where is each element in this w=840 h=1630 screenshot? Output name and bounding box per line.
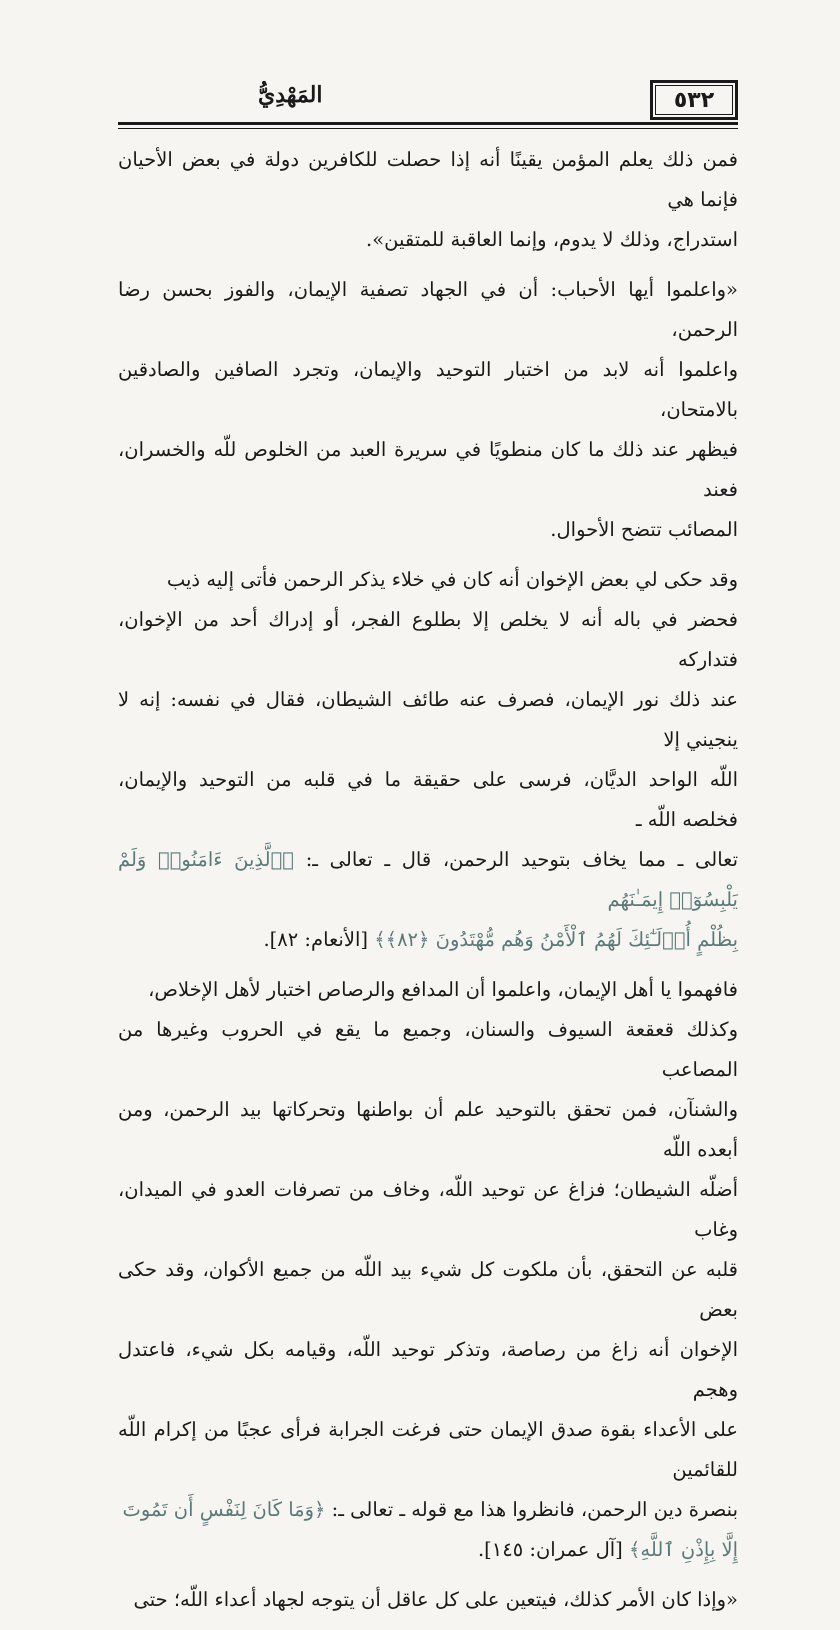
text-line: فافهموا يا أهل الإيمان، واعلموا أن المدافع والرصاص اختبار لأهل الإخلاص، [148, 978, 738, 1001]
text-line [118, 1490, 738, 1530]
header-rule-thin [118, 128, 738, 129]
text-line [118, 1530, 738, 1570]
quran-verse: ﴿وَمَا كَانَ لِنَفْسٍ أَن تَمُوتَ [122, 1498, 326, 1521]
text-line: الإخوان أنه زاغ من رصاصة، وتذكر توحيد اللّه، وقيامه بكل شيء، فاعتدل وهجم [118, 1338, 738, 1401]
text-line: «وإذا كان الأمر كذلك، فيتعين على كل عاقل أن يتوجه لجهاد أعداء اللّه؛ حتى [133, 1588, 738, 1611]
text-line: «واعلموا أيها الأحباب: أن في الجهاد تصفية الإيمان، والفوز بحسن رضا الرحمن، [118, 278, 738, 341]
paragraph-3 [118, 560, 738, 960]
text-line: فمن ذلك يعلم المؤمن يقينًا أنه إذا حصلت للكافرين دولة في بعض الأحيان فإنما هي [118, 148, 738, 211]
text-line: واعلموا أنه لابد من اختبار التوحيد والإيمان، وتجرد الصافين والصادقين بالامتحان، [118, 358, 738, 421]
verse-reference: [آل عمران: ١٤٥]. [477, 1538, 623, 1561]
text-line: عند ذلك نور الإيمان، فصرف عنه طائف الشيطان، فقال في نفسه: إنه لا ينجيني إلا [118, 688, 738, 751]
body-text [118, 140, 738, 1630]
text-line: اللّه الواحد الديَّان، فرسى على حقيقة ما في قلبه من التوحيد والإيمان، فخلصه اللّه ـ [118, 768, 738, 831]
text-line: قلبه عن التحقق، بأن ملكوت كل شيء بيد اللّه من جميع الأكوان، وقد حكى بعض [118, 1258, 738, 1321]
text-line: وقد حكى لي بعض الإخوان أنه كان في خلاء يذكر الرحمن فأتى إليه ذيب [166, 568, 738, 591]
text-line: استدراج، وذلك لا يدوم، وإنما العاقبة للمتقين». [366, 228, 738, 251]
text-line: فحضر في باله أنه لا يخلص إلا بطلوع الفجر، أو إدراك أحد من الإخوان، فتداركه [118, 608, 738, 671]
text-line: والشنآن، فمن تحقق بالتوحيد علم أن بواطنها وتحركاتها بيد الرحمن، ومن أبعده اللّه [118, 1098, 738, 1161]
text-line: على الأعداء بقوة صدق الإيمان حتى فرغت الجرابة فرأى عجبًا من إكرام اللّه للقائمين [118, 1418, 738, 1481]
header-rule-thick [118, 122, 738, 125]
text-segment: بنصرة دين الرحمن، فانظروا هذا مع قوله ـ تعالى ـ: [331, 1498, 738, 1521]
running-title: المَهْدِيُّ [258, 82, 323, 108]
text-line: فيظهر عند ذلك ما كان منطويًا في سريرة العبد من الخلوص للّه والخسران، فعند [118, 438, 738, 501]
verse-reference: [الأنعام: ٨٢]. [263, 928, 368, 951]
page-number-box [650, 80, 738, 120]
text-line: وكذلك قعقعة السيوف والسنان، وجميع ما يقع في الحروب وغيرها من المصاعب [118, 1018, 738, 1081]
page-header [118, 78, 738, 122]
quran-verse: بِظُلْمٍ أُو۟لَـٰٓئِكَ لَهُمُ ٱلْأَمْنُ وَهُم مُّهْتَدُونَ ﴿٨٢﴾﴾ [374, 928, 738, 951]
quran-verse: إِلَّا بِإِذْنِ ٱللَّهِ﴾ [628, 1538, 738, 1561]
text-line: المصائب تتضح الأحوال. [550, 518, 738, 541]
paragraph-2 [118, 270, 738, 550]
text-line: أضلّه الشيطان؛ فزاغ عن توحيد اللّه، وخاف من تصرفات العدو في الميدان، وغاب [118, 1178, 738, 1241]
text-line [118, 920, 738, 960]
text-line [118, 840, 738, 920]
quran-verse: ﴿ٱلَّذِينَ ءَامَنُوا۟ وَلَمْ يَلْبِسُوٓا۟ إِيمَـٰنَهُم [118, 848, 738, 911]
page-number: ٥٣٢ [673, 87, 715, 113]
paragraph-1 [118, 140, 738, 260]
paragraph-4 [118, 970, 738, 1570]
text-segment: تعالى ـ مما يخاف بتوحيد الرحمن، قال ـ تعالى ـ: [305, 848, 739, 871]
paragraph-5 [118, 1580, 738, 1620]
